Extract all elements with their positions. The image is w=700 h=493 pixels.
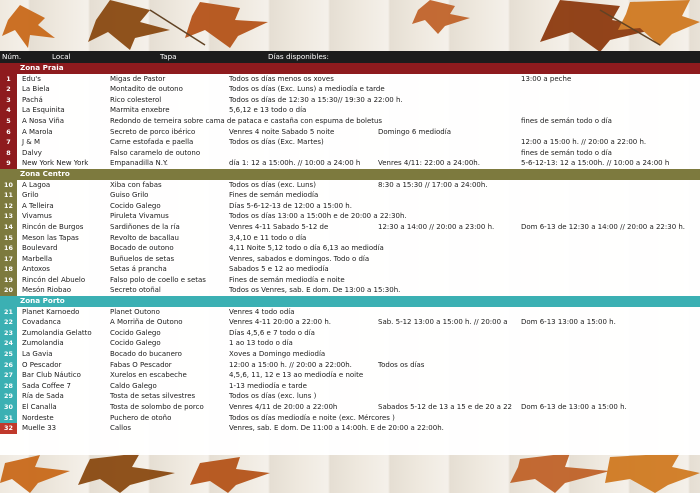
days-available: Todos os días (Exc. Luns) a mediodía e tarde bbox=[229, 85, 385, 94]
local-name: Rincón de Burgos bbox=[22, 222, 84, 231]
local-name: J & M bbox=[22, 138, 41, 147]
row-number: 11 bbox=[0, 190, 17, 201]
row-number: 30 bbox=[0, 402, 17, 413]
tapa-name: Cocido Galego bbox=[110, 201, 161, 210]
tapa-name: Falso polo de coello e setas bbox=[110, 275, 206, 284]
tapa-name: Tosta de setas silvestres bbox=[110, 392, 196, 401]
table-row bbox=[0, 381, 700, 392]
row-number: 19 bbox=[0, 275, 17, 286]
table-row bbox=[0, 74, 700, 85]
tapa-name: Piruleta Vivamus bbox=[110, 212, 169, 221]
local-name: Planet Karnoedo bbox=[22, 307, 80, 316]
days-available: Todos os días de 12:30 a 15:30// 19:30 a 22:00 h. bbox=[229, 95, 403, 104]
row-number: 9 bbox=[0, 158, 17, 169]
table-row bbox=[0, 254, 700, 265]
table-row bbox=[0, 360, 700, 371]
table-row bbox=[0, 180, 700, 191]
row-number: 27 bbox=[0, 370, 17, 381]
local-name: Muelle 33 bbox=[22, 424, 57, 433]
days-available: 4,5,6, 11, 12 e 13 ao mediodía e noite bbox=[229, 371, 364, 380]
tapa-name: Puchero de otoño bbox=[110, 413, 172, 422]
tapa-name: Carne estofada e paella bbox=[110, 138, 194, 147]
days-available: Sabados 5 e 12 ao mediodía bbox=[229, 265, 329, 274]
row-number: 31 bbox=[0, 413, 17, 424]
days-available: Xoves a Domingo mediodía bbox=[229, 350, 326, 359]
local-name: Ría de Sada bbox=[22, 392, 64, 401]
table-row bbox=[0, 338, 700, 349]
header-local: Local bbox=[52, 52, 71, 61]
days-available-more: fines de semán todo o día bbox=[521, 148, 612, 157]
local-name: Grilo bbox=[22, 191, 39, 200]
tapa-name: Xiba con fabas bbox=[110, 180, 162, 189]
row-number: 32 bbox=[0, 423, 17, 434]
days-available: Días 5-6-12-13 de 12:00 a 15:00 h. bbox=[229, 201, 352, 210]
local-name: Boulevard bbox=[22, 244, 58, 253]
local-name: La Gavia bbox=[22, 350, 53, 359]
days-available-more: 12:00 a 15:00 h. // 20:00 a 22:00 h. bbox=[521, 138, 647, 147]
table-row bbox=[0, 275, 700, 286]
zone-header bbox=[0, 169, 700, 180]
row-number: 22 bbox=[0, 317, 17, 328]
row-number: 16 bbox=[0, 243, 17, 254]
days-available: Todos os días mediodía e noite (exc. Mércores ) bbox=[229, 413, 395, 422]
tapa-name: Marmita enxebre bbox=[110, 106, 170, 115]
local-name: Marbella bbox=[22, 254, 53, 263]
table-row bbox=[0, 264, 700, 275]
table-row bbox=[0, 116, 700, 127]
row-number: 20 bbox=[0, 285, 17, 296]
local-name: O Pescador bbox=[22, 360, 62, 369]
days-available: Todos os Venres, sab. E dom. De 13:00 a 15:30h. bbox=[229, 286, 401, 295]
tapa-name: Planet Outono bbox=[110, 307, 160, 316]
zone-name: Zona Centro bbox=[20, 168, 70, 178]
table-header bbox=[0, 51, 700, 63]
table-row bbox=[0, 391, 700, 402]
tapa-name: Caldo Galego bbox=[110, 381, 157, 390]
row-number: 26 bbox=[0, 360, 17, 371]
local-name: Covadanca bbox=[22, 318, 61, 327]
tapa-name: Fabas O Pescador bbox=[110, 360, 172, 369]
days-available-extra: Todos os días bbox=[378, 360, 425, 369]
days-available: Venres 4/11 de 20:00 a 22:00h bbox=[229, 403, 338, 411]
tapa-name: Rico colesterol bbox=[110, 95, 162, 104]
local-name: Antoxos bbox=[22, 265, 50, 274]
local-name: A Lagoa bbox=[22, 180, 51, 189]
local-name: New York New York bbox=[22, 159, 89, 168]
table-row bbox=[0, 243, 700, 254]
tapa-name: Empanadilla N.Y. bbox=[110, 159, 169, 168]
row-number: 14 bbox=[0, 222, 17, 233]
table-row bbox=[0, 222, 700, 233]
tapa-name: Redondo de terneira sobre cama de pataca e castaña con espuma de boletus bbox=[110, 116, 383, 125]
tapa-name: Montadito de outono bbox=[110, 85, 183, 94]
tapa-name: Secreto otoñal bbox=[110, 286, 161, 295]
row-number: 29 bbox=[0, 391, 17, 402]
table-row bbox=[0, 148, 700, 159]
local-name: El Canalla bbox=[22, 403, 57, 411]
local-name: A Nosa Viña bbox=[22, 116, 64, 125]
row-number: 13 bbox=[0, 211, 17, 222]
tapa-name: Guiso Grilo bbox=[110, 191, 149, 200]
row-number: 7 bbox=[0, 137, 17, 148]
tapa-name: Secreto de porco ibérico bbox=[110, 127, 196, 136]
days-available: Venres 4-11 Sabado 5-12 de bbox=[229, 222, 329, 231]
tapa-name: Xurelos en escabeche bbox=[110, 371, 187, 380]
days-available-extra: 8:30 a 15:30 // 17:00 a 24:00h. bbox=[378, 180, 488, 189]
days-available: Venres 4 todo odía bbox=[229, 307, 295, 316]
local-name: La Esquinita bbox=[22, 106, 65, 115]
row-number: 18 bbox=[0, 264, 17, 275]
days-available: día 1: 12 a 15:00h. // 10:00 a 24:00 h bbox=[229, 159, 361, 168]
tapa-name: Callos bbox=[110, 424, 131, 433]
row-number: 2 bbox=[0, 84, 17, 95]
days-available: Fines de semán mediodía bbox=[229, 191, 319, 200]
zone-header bbox=[0, 296, 700, 307]
header-num: Núm. bbox=[2, 52, 22, 61]
row-number: 28 bbox=[0, 381, 17, 392]
local-name: Mesón Riobao bbox=[22, 286, 72, 295]
table-row bbox=[0, 413, 700, 424]
days-available-extra: 12:30 a 14:00 // 20:00 a 23:00 h. bbox=[378, 222, 495, 231]
tapa-name: Falso caramelo de outono bbox=[110, 148, 201, 157]
table-row bbox=[0, 158, 700, 169]
row-number: 10 bbox=[0, 180, 17, 191]
schedule-table bbox=[0, 63, 700, 434]
tapa-name: Buñuelos de setas bbox=[110, 254, 175, 263]
row-number: 6 bbox=[0, 127, 17, 138]
row-number: 8 bbox=[0, 148, 17, 159]
days-available-extra: Venres 4/11: 22:00 a 24:00h. bbox=[378, 159, 480, 168]
row-number: 17 bbox=[0, 254, 17, 265]
row-number: 21 bbox=[0, 307, 17, 318]
days-available-more: fines de semán todo o día bbox=[521, 116, 612, 125]
local-name: Edu's bbox=[22, 74, 41, 83]
days-available: Días 4,5,6 e 7 todo o día bbox=[229, 328, 315, 337]
tapa-name: Sardiñones de la ría bbox=[110, 222, 180, 231]
table-row bbox=[0, 105, 700, 116]
tapa-name: Revolto de bacallau bbox=[110, 233, 179, 242]
days-available-more: Dom 6-13 13:00 a 15:00 h. bbox=[521, 318, 616, 327]
local-name: Rincón del Abuelo bbox=[22, 275, 86, 284]
tapa-name: Cocido Galego bbox=[110, 339, 161, 348]
table-row bbox=[0, 211, 700, 222]
row-number: 5 bbox=[0, 116, 17, 127]
header-dias: Días disponibles: bbox=[268, 52, 329, 61]
table-row bbox=[0, 127, 700, 138]
days-available-more: Dom 6-13 de 12:30 a 14:00 // 20:00 a 22:30 h. bbox=[521, 222, 686, 231]
table-row bbox=[0, 201, 700, 212]
local-name: Vivamus bbox=[22, 212, 52, 221]
days-available: Todos os días (exc. luns ) bbox=[229, 392, 317, 401]
days-available: Todos os días menos os xoves bbox=[229, 74, 334, 83]
zone-name: Zona Porto bbox=[20, 296, 65, 306]
tapa-name: Setas á prancha bbox=[110, 265, 167, 274]
days-available: Fines de semán mediodía e noite bbox=[229, 275, 345, 284]
table-row bbox=[0, 317, 700, 328]
tapa-name: Migas de Pastor bbox=[110, 74, 166, 83]
row-number: 24 bbox=[0, 338, 17, 349]
local-name: Sada Coffee 7 bbox=[22, 381, 71, 390]
tapa-name: Bocado do bucanero bbox=[110, 350, 182, 359]
days-available-more: Dom 6-13 de 13:00 a 15:00 h. bbox=[521, 403, 627, 411]
days-available: 1-13 mediodía e tarde bbox=[229, 381, 307, 390]
zone-name: Zona Praia bbox=[20, 63, 64, 72]
row-number: 3 bbox=[0, 95, 17, 106]
days-available: 4,11 Noite 5,12 todo o día 6,13 ao mediodía bbox=[229, 244, 384, 253]
row-number: 25 bbox=[0, 349, 17, 360]
tapa-name: Bocado de outono bbox=[110, 244, 174, 253]
local-name: Zumolandia bbox=[22, 339, 64, 348]
days-available: 3,4,10 e 11 todo o día bbox=[229, 233, 307, 242]
local-name: Zumolandia Gelatto bbox=[22, 328, 92, 337]
local-name: A Telleira bbox=[22, 201, 54, 210]
days-available: Todos os días (exc. Luns) bbox=[229, 180, 316, 189]
row-number: 23 bbox=[0, 328, 17, 339]
row-number: 12 bbox=[0, 201, 17, 212]
days-available: 5,6,12 e 13 todo o día bbox=[229, 106, 307, 115]
days-available: Venres 4-11 20:00 a 22:00 h. bbox=[229, 318, 331, 327]
tapa-name: Tosta de solombo de porco bbox=[110, 403, 204, 411]
row-number: 4 bbox=[0, 105, 17, 116]
table-row bbox=[0, 307, 700, 318]
days-available-extra: Sab. 5-12 13:00 a 15:00 h. // 20:00 a bbox=[378, 318, 508, 327]
row-number: 15 bbox=[0, 233, 17, 244]
local-name: Meson las Tapas bbox=[22, 233, 79, 242]
days-available-more: 13:00 a peche bbox=[521, 74, 572, 83]
tapa-name: A Morriña de Outono bbox=[110, 318, 183, 327]
days-available: Venres 4 noite Sabado 5 noite bbox=[229, 127, 335, 136]
table-row bbox=[0, 423, 700, 434]
row-number: 1 bbox=[0, 74, 17, 85]
days-available: Venres, sabados e domingos. Todo o día bbox=[229, 254, 370, 263]
table-row bbox=[0, 137, 700, 148]
days-available: 12:00 a 15:00 h. // 20:00 a 22:00h. bbox=[229, 360, 352, 369]
table-row bbox=[0, 285, 700, 296]
table-row bbox=[0, 95, 700, 106]
days-available-extra: Domingo 6 mediodía bbox=[378, 127, 451, 136]
days-available: Todos os días (Exc. Martes) bbox=[229, 138, 324, 147]
days-available-more: 5-6-12-13: 12 a 15:00h. // 10:00 a 24:00 h bbox=[521, 159, 670, 168]
table-row bbox=[0, 233, 700, 244]
table-row bbox=[0, 402, 700, 413]
local-name: A Marola bbox=[22, 127, 53, 136]
local-name: Dalvy bbox=[22, 148, 42, 157]
local-name: La Biela bbox=[22, 85, 50, 94]
local-name: Bar Club Náutico bbox=[22, 371, 81, 380]
local-name: Pachá bbox=[22, 95, 43, 104]
table-row bbox=[0, 190, 700, 201]
days-available: Venres, sab. E dom. De 11:00 a 14:00h. E de 20:00 a 22:00h. bbox=[229, 424, 444, 433]
days-available: 1 ao 13 todo o día bbox=[229, 339, 293, 348]
table-row bbox=[0, 84, 700, 95]
table-row bbox=[0, 328, 700, 339]
zone-header bbox=[0, 63, 700, 74]
table-row bbox=[0, 349, 700, 360]
table-row bbox=[0, 370, 700, 381]
days-available-extra: Sabados 5-12 de 13 a 15 e de 20 a 22 bbox=[378, 403, 512, 411]
days-available: Todos os días 13:00 a 15:00h e de 20:00 a 22:30h. bbox=[229, 212, 407, 221]
header-tapa: Tapa bbox=[160, 52, 177, 61]
local-name: Nordeste bbox=[22, 413, 54, 422]
tapa-name: Cocido Galego bbox=[110, 328, 161, 337]
